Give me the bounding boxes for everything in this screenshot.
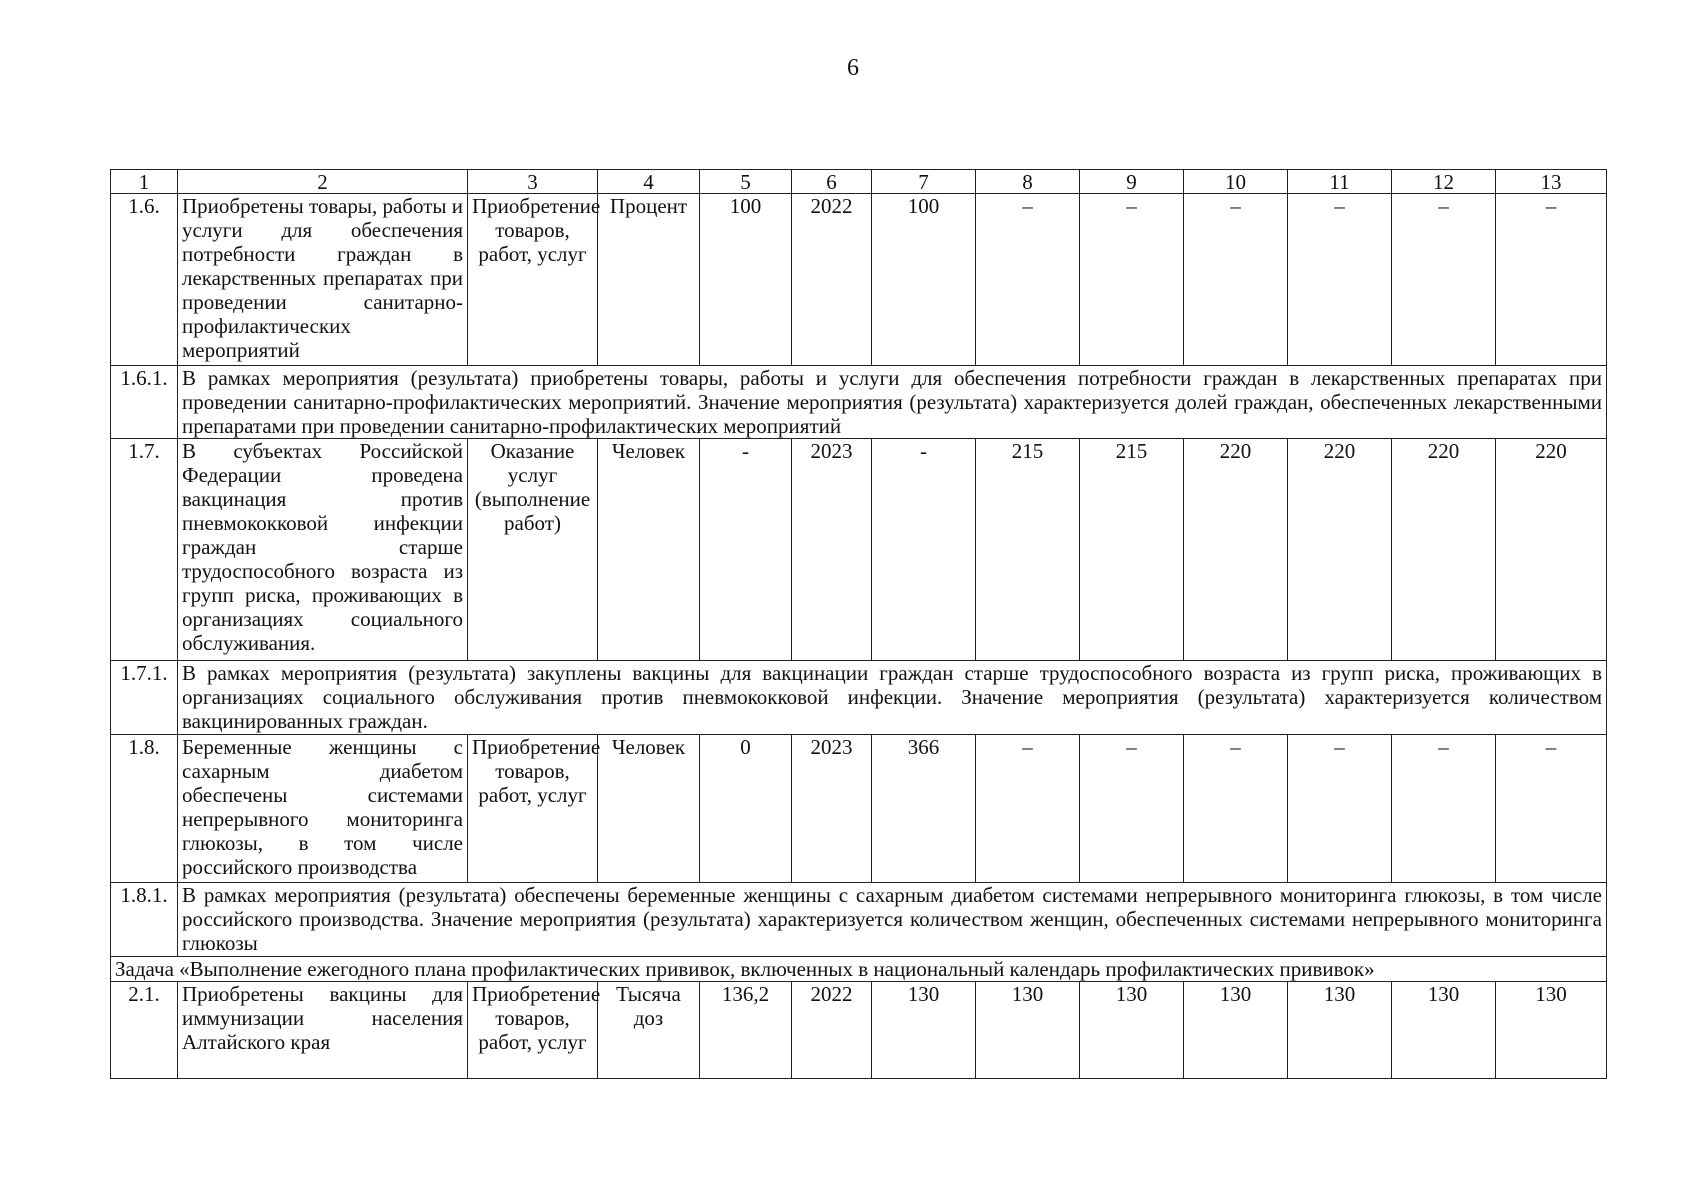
column-number-row bbox=[111, 170, 1607, 194]
task-title: Задача «Выполнение ежегодного плана профилактических прививок, включенных в национальный календарь профилактических прививок» bbox=[111, 957, 1607, 982]
value-cell: 130 bbox=[1184, 982, 1288, 1079]
value-cell: 220 bbox=[1184, 439, 1288, 661]
col-number-2: 2 bbox=[178, 170, 468, 194]
page-number: 6 bbox=[847, 55, 859, 81]
unit: Процент bbox=[598, 194, 700, 366]
value-cell: – bbox=[1184, 735, 1288, 883]
base-value: - bbox=[700, 439, 792, 661]
row-number: 1.8.1. bbox=[111, 883, 178, 957]
table-row bbox=[111, 439, 1607, 661]
col-number-13: 13 bbox=[1496, 170, 1607, 194]
unit: Человек bbox=[598, 439, 700, 661]
table-row bbox=[111, 366, 1607, 439]
col-number-8: 8 bbox=[976, 170, 1080, 194]
row-number: 1.6.1. bbox=[111, 366, 178, 439]
value-cell: 130 bbox=[1392, 982, 1496, 1079]
table-row bbox=[111, 661, 1607, 735]
col-number-5: 5 bbox=[700, 170, 792, 194]
table-row bbox=[111, 735, 1607, 883]
result-description: В рамках мероприятия (результата) обеспечены беременные женщины с сахарным диабетом системами непрерывного мониторинга глюкозы, в том числе российского производства. Значение мероприятия (результата) характеризуется количеством женщин, обеспеченных системами непрерывного мониторинга глюкозы bbox=[178, 883, 1607, 957]
value-cell: 130 bbox=[1496, 982, 1607, 1079]
result-description: В рамках мероприятия (результата) закуплены вакцины для вакцинации граждан старше трудоспособного возраста из групп риска, проживающих в организациях социального обслуживания против пневмококковой инфекции. Значение мероприятия (результата) характеризуется количеством вакцинированных граждан. bbox=[178, 661, 1607, 735]
col-number-3: 3 bbox=[468, 170, 598, 194]
base-year: 2022 bbox=[792, 982, 872, 1079]
base-value: 100 bbox=[700, 194, 792, 366]
value-cell: 130 bbox=[872, 982, 976, 1079]
unit: Тысяча доз bbox=[598, 982, 700, 1079]
row-number: 1.6. bbox=[111, 194, 178, 366]
col-number-12: 12 bbox=[1392, 170, 1496, 194]
base-value: 0 bbox=[700, 735, 792, 883]
result-name: Приобретены товары, работы и услуги для обеспечения потребности граждан в лекарственных препаратах при проведении санитарно-профилактических мероприятий bbox=[178, 194, 468, 366]
value-cell: 220 bbox=[1288, 439, 1392, 661]
result-name: Беременные женщины с сахарным диабетом обеспечены системами непрерывного мониторинга глюкозы, в том числе российского производства bbox=[178, 735, 468, 883]
result-type: Приобретение товаров, работ, услуг bbox=[468, 194, 598, 366]
value-cell: – bbox=[1392, 194, 1496, 366]
row-number: 1.7. bbox=[111, 439, 178, 661]
table-row bbox=[111, 982, 1607, 1079]
value-cell: – bbox=[1080, 194, 1184, 366]
value-cell: – bbox=[1184, 194, 1288, 366]
value-cell: – bbox=[1392, 735, 1496, 883]
value-cell: – bbox=[1288, 735, 1392, 883]
table-row bbox=[111, 883, 1607, 957]
base-year: 2023 bbox=[792, 439, 872, 661]
value-cell: 366 bbox=[872, 735, 976, 883]
col-number-7: 7 bbox=[872, 170, 976, 194]
table-row bbox=[111, 194, 1607, 366]
value-cell: 130 bbox=[976, 982, 1080, 1079]
row-number: 1.7.1. bbox=[111, 661, 178, 735]
value-cell: 130 bbox=[1288, 982, 1392, 1079]
value-cell: – bbox=[1496, 194, 1607, 366]
base-year: 2023 bbox=[792, 735, 872, 883]
value-cell: – bbox=[1496, 735, 1607, 883]
value-cell: – bbox=[976, 735, 1080, 883]
value-cell: 130 bbox=[1080, 982, 1184, 1079]
col-number-11: 11 bbox=[1288, 170, 1392, 194]
value-cell: 215 bbox=[1080, 439, 1184, 661]
value-cell: 220 bbox=[1496, 439, 1607, 661]
col-number-6: 6 bbox=[792, 170, 872, 194]
row-number: 1.8. bbox=[111, 735, 178, 883]
unit: Человек bbox=[598, 735, 700, 883]
col-number-10: 10 bbox=[1184, 170, 1288, 194]
result-name: В субъектах Российской Федерации проведена вакцинация против пневмококковой инфекции граждан старше трудоспособного возраста из групп риска, проживающих в организациях социального обслуживания. bbox=[178, 439, 468, 661]
value-cell: – bbox=[976, 194, 1080, 366]
value-cell: 215 bbox=[976, 439, 1080, 661]
row-number: 2.1. bbox=[111, 982, 178, 1079]
col-number-1: 1 bbox=[111, 170, 178, 194]
result-type: Приобретение товаров, работ, услуг bbox=[468, 735, 598, 883]
value-cell: – bbox=[1080, 735, 1184, 883]
results-table bbox=[110, 169, 1607, 1079]
col-number-9: 9 bbox=[1080, 170, 1184, 194]
task-row bbox=[111, 957, 1607, 982]
result-description: В рамках мероприятия (результата) приобретены товары, работы и услуги для обеспечения потребности граждан в лекарственных препаратах при проведении санитарно-профилактических мероприятий. Значение мероприятия (результата) характеризуется долей граждан, обеспеченных лекарственными препаратами при проведении санитарно-профилактических мероприятий bbox=[178, 366, 1607, 439]
value-cell: 220 bbox=[1392, 439, 1496, 661]
col-number-4: 4 bbox=[598, 170, 700, 194]
result-type: Приобретение товаров, работ, услуг bbox=[468, 982, 598, 1079]
value-cell: - bbox=[872, 439, 976, 661]
base-year: 2022 bbox=[792, 194, 872, 366]
base-value: 136,2 bbox=[700, 982, 792, 1079]
value-cell: – bbox=[1288, 194, 1392, 366]
result-name: Приобретены вакцины для иммунизации населения Алтайского края bbox=[178, 982, 468, 1079]
value-cell: 100 bbox=[872, 194, 976, 366]
result-type: Оказание услуг (выполнение работ) bbox=[468, 439, 598, 661]
